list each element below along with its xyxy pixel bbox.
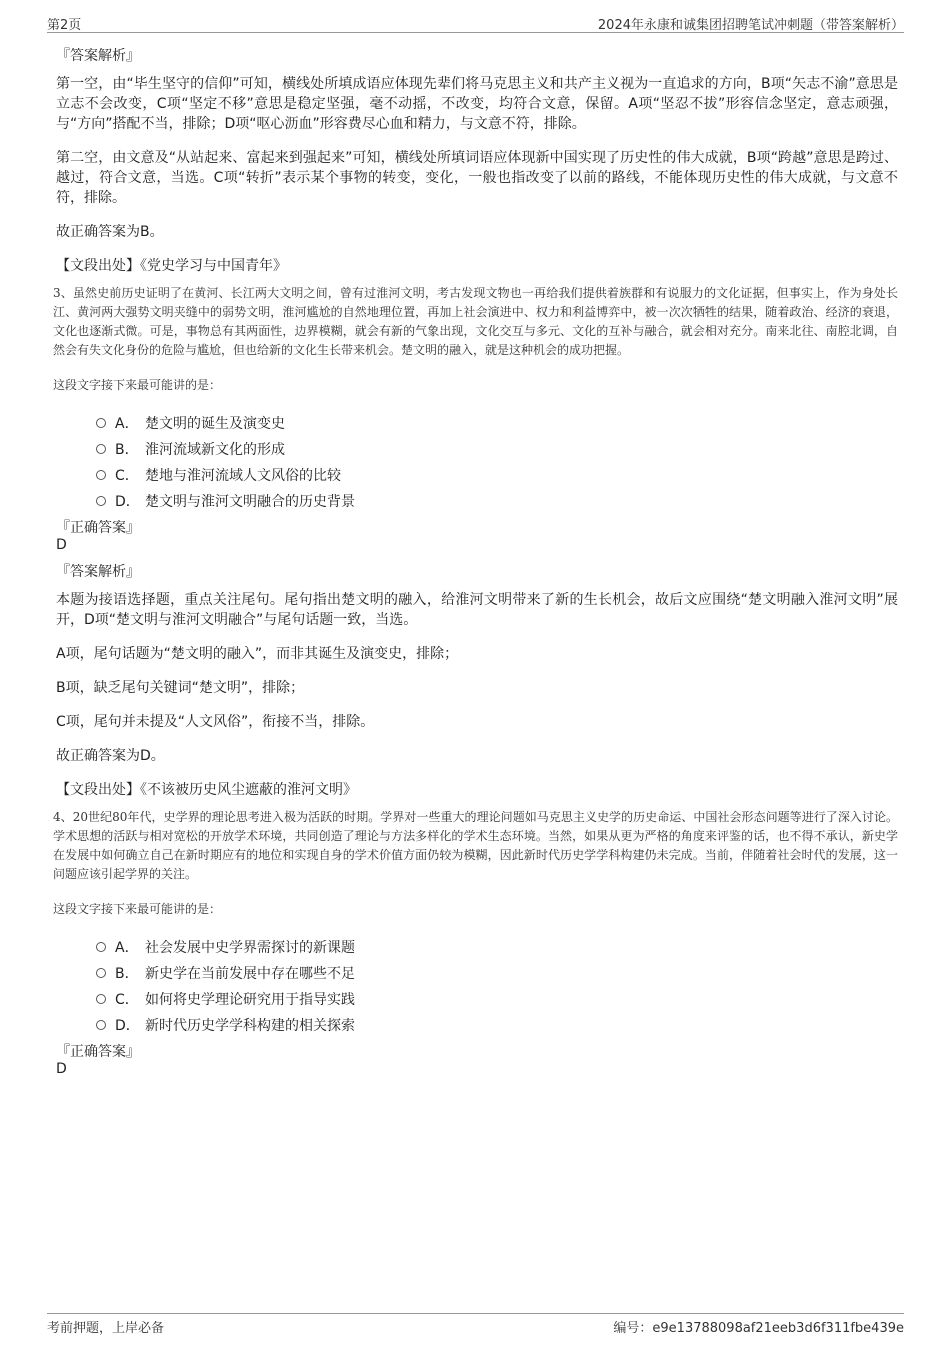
page-footer xyxy=(47,1313,904,1336)
analysis-label: 『答案解析』 xyxy=(56,48,140,64)
question-4-options xyxy=(56,934,898,1038)
analysis-paragraph: A项，尾句话题为“楚文明的融入”，而非其诞生及演变史，排除； xyxy=(56,646,459,662)
radio-icon[interactable] xyxy=(96,942,106,952)
option-b[interactable]: B． 淮河流域新文化的形成 xyxy=(56,436,898,462)
analysis-conclusion: 故正确答案为D。 xyxy=(56,748,165,764)
analysis-label: 『答案解析』 xyxy=(56,564,140,580)
radio-icon[interactable] xyxy=(96,418,106,428)
question-4-prompt: 这段文字接下来最可能讲的是： xyxy=(53,902,222,916)
document-id: 编号：e9e13788098af21eeb3d6f311fbe439e xyxy=(613,1321,904,1336)
question-4-stem: 4、20世纪80年代，史学界的理论思考进入极为活跃的时期。学界对一些重大的理论问题如马克思主义史学的历史命运、中国社会形态问题等进行了深入讨论。学术思想的活跃与相对宽松的开放学术环境，共同创造了理论与方法多样化的学术生态环境。当然，如果从更为严格的角度来评鉴的话，也不得不承认，新史学在发展中如何确立自己在新时期应有的地位和实现自身的学术价值方面仍较为模糊，因此新时代历史学学科构建仍未完成。当前，伴随着社会时代的发展，这一问题应该引起学界的关注。 xyxy=(53,810,898,881)
correct-answer-label: 『正确答案』 xyxy=(56,1044,140,1060)
source-citation: 【文段出处】《党史学习与中国青年》 xyxy=(56,258,287,274)
page-number: 第2页 xyxy=(47,18,82,33)
option-a[interactable]: A． 社会发展中史学界需探讨的新课题 xyxy=(56,934,898,960)
radio-icon[interactable] xyxy=(96,444,106,454)
radio-icon[interactable] xyxy=(96,496,106,506)
analysis-paragraph: C项，尾句并未提及“人文风俗”，衔接不当，排除。 xyxy=(56,714,375,730)
option-d[interactable]: D． 楚文明与淮河文明融合的历史背景 xyxy=(56,488,898,514)
option-b[interactable]: B． 新史学在当前发展中存在哪些不足 xyxy=(56,960,898,986)
radio-icon[interactable] xyxy=(96,1020,106,1030)
option-d[interactable]: D． 新时代历史学学科构建的相关探索 xyxy=(56,1012,898,1038)
analysis-paragraph: 第一空，由“毕生坚守的信仰”可知，横线处所填成语应体现先辈们将马克思主义和共产主义视为一直追求的方向，B项“矢志不渝”意思是立志不会改变，C项“坚定不移”意思是稳定坚强，毫不动摇，不改变，均符合文意，保留。A项“坚忍不拔”形容信念坚定，意志顽强，与“方向”搭配不当，排除；D项“呕心沥血”形容费尽心血和精力，与文意不符，排除。 xyxy=(56,76,898,132)
analysis-paragraph: 第二空，由文意及“从站起来、富起来到强起来”可知，横线处所填词语应体现新中国实现了历史性的伟大成就，B项“跨越”意思是跨过、越过，符合文意，当选。C项“转折”表示某个事物的转变，变化，一般也指改变了以前的路线，不能体现历史性的伟大成就，与文意不符，排除。 xyxy=(56,150,898,206)
analysis-paragraph: B项，缺乏尾句关键词“楚文明”，排除； xyxy=(56,680,305,696)
analysis-paragraph: 本题为接语选择题，重点关注尾句。尾句指出楚文明的融入，给淮河文明带来了新的生长机会，故后文应围绕“楚文明融入淮河文明”展开，D项“楚文明与淮河文明融合”与尾句话题一致，当选。 xyxy=(56,592,898,628)
document-title: 2024年永康和诚集团招聘笔试冲刺题（带答案解析） xyxy=(597,18,904,33)
analysis-conclusion: 故正确答案为B。 xyxy=(56,224,164,240)
radio-icon[interactable] xyxy=(96,470,106,480)
option-a[interactable]: A． 楚文明的诞生及演变史 xyxy=(56,410,898,436)
radio-icon[interactable] xyxy=(96,968,106,978)
page-content xyxy=(53,46,898,1086)
radio-icon[interactable] xyxy=(96,994,106,1004)
footer-slogan: 考前押题，上岸必备 xyxy=(47,1321,165,1336)
source-citation: 【文段出处】《不该被历史风尘遮蔽的淮河文明》 xyxy=(56,782,357,798)
correct-answer-label: 『正确答案』 xyxy=(56,520,140,536)
correct-answer-value: D xyxy=(56,1061,67,1077)
question-3-prompt: 这段文字接下来最可能讲的是： xyxy=(53,378,222,392)
option-c[interactable]: C． 楚地与淮河流域人文风俗的比较 xyxy=(56,462,898,488)
option-c[interactable]: C． 如何将史学理论研究用于指导实践 xyxy=(56,986,898,1012)
question-3-stem: 3、虽然史前历史证明了在黄河、长江两大文明之间，曾有过淮河文明，考古发现文物也一再给我们提供着族群和有说服力的文化证据，但事实上，作为身处长江、黄河两大强势文明夹缝中的弱势文明，淮河尴尬的自然地理位置，再加上社会演进中、权力和利益博弈中，被一次次牺牲的结果，随着政治、经济的衰退，文化也逐渐式微。可是，事物总有其两面性，边界模糊，就会有新的气象出现，文化交互与多元、文化的互补与融合，就会相对充分。南来北往、南腔北调，自然会有失文化身份的危险与尴尬，但也给新的文化生长带来机会。楚文明的融入，就是这种机会的成功把握。 xyxy=(53,286,898,357)
page-header xyxy=(47,12,904,33)
question-3-options xyxy=(56,410,898,514)
correct-answer-value: D xyxy=(56,537,67,553)
